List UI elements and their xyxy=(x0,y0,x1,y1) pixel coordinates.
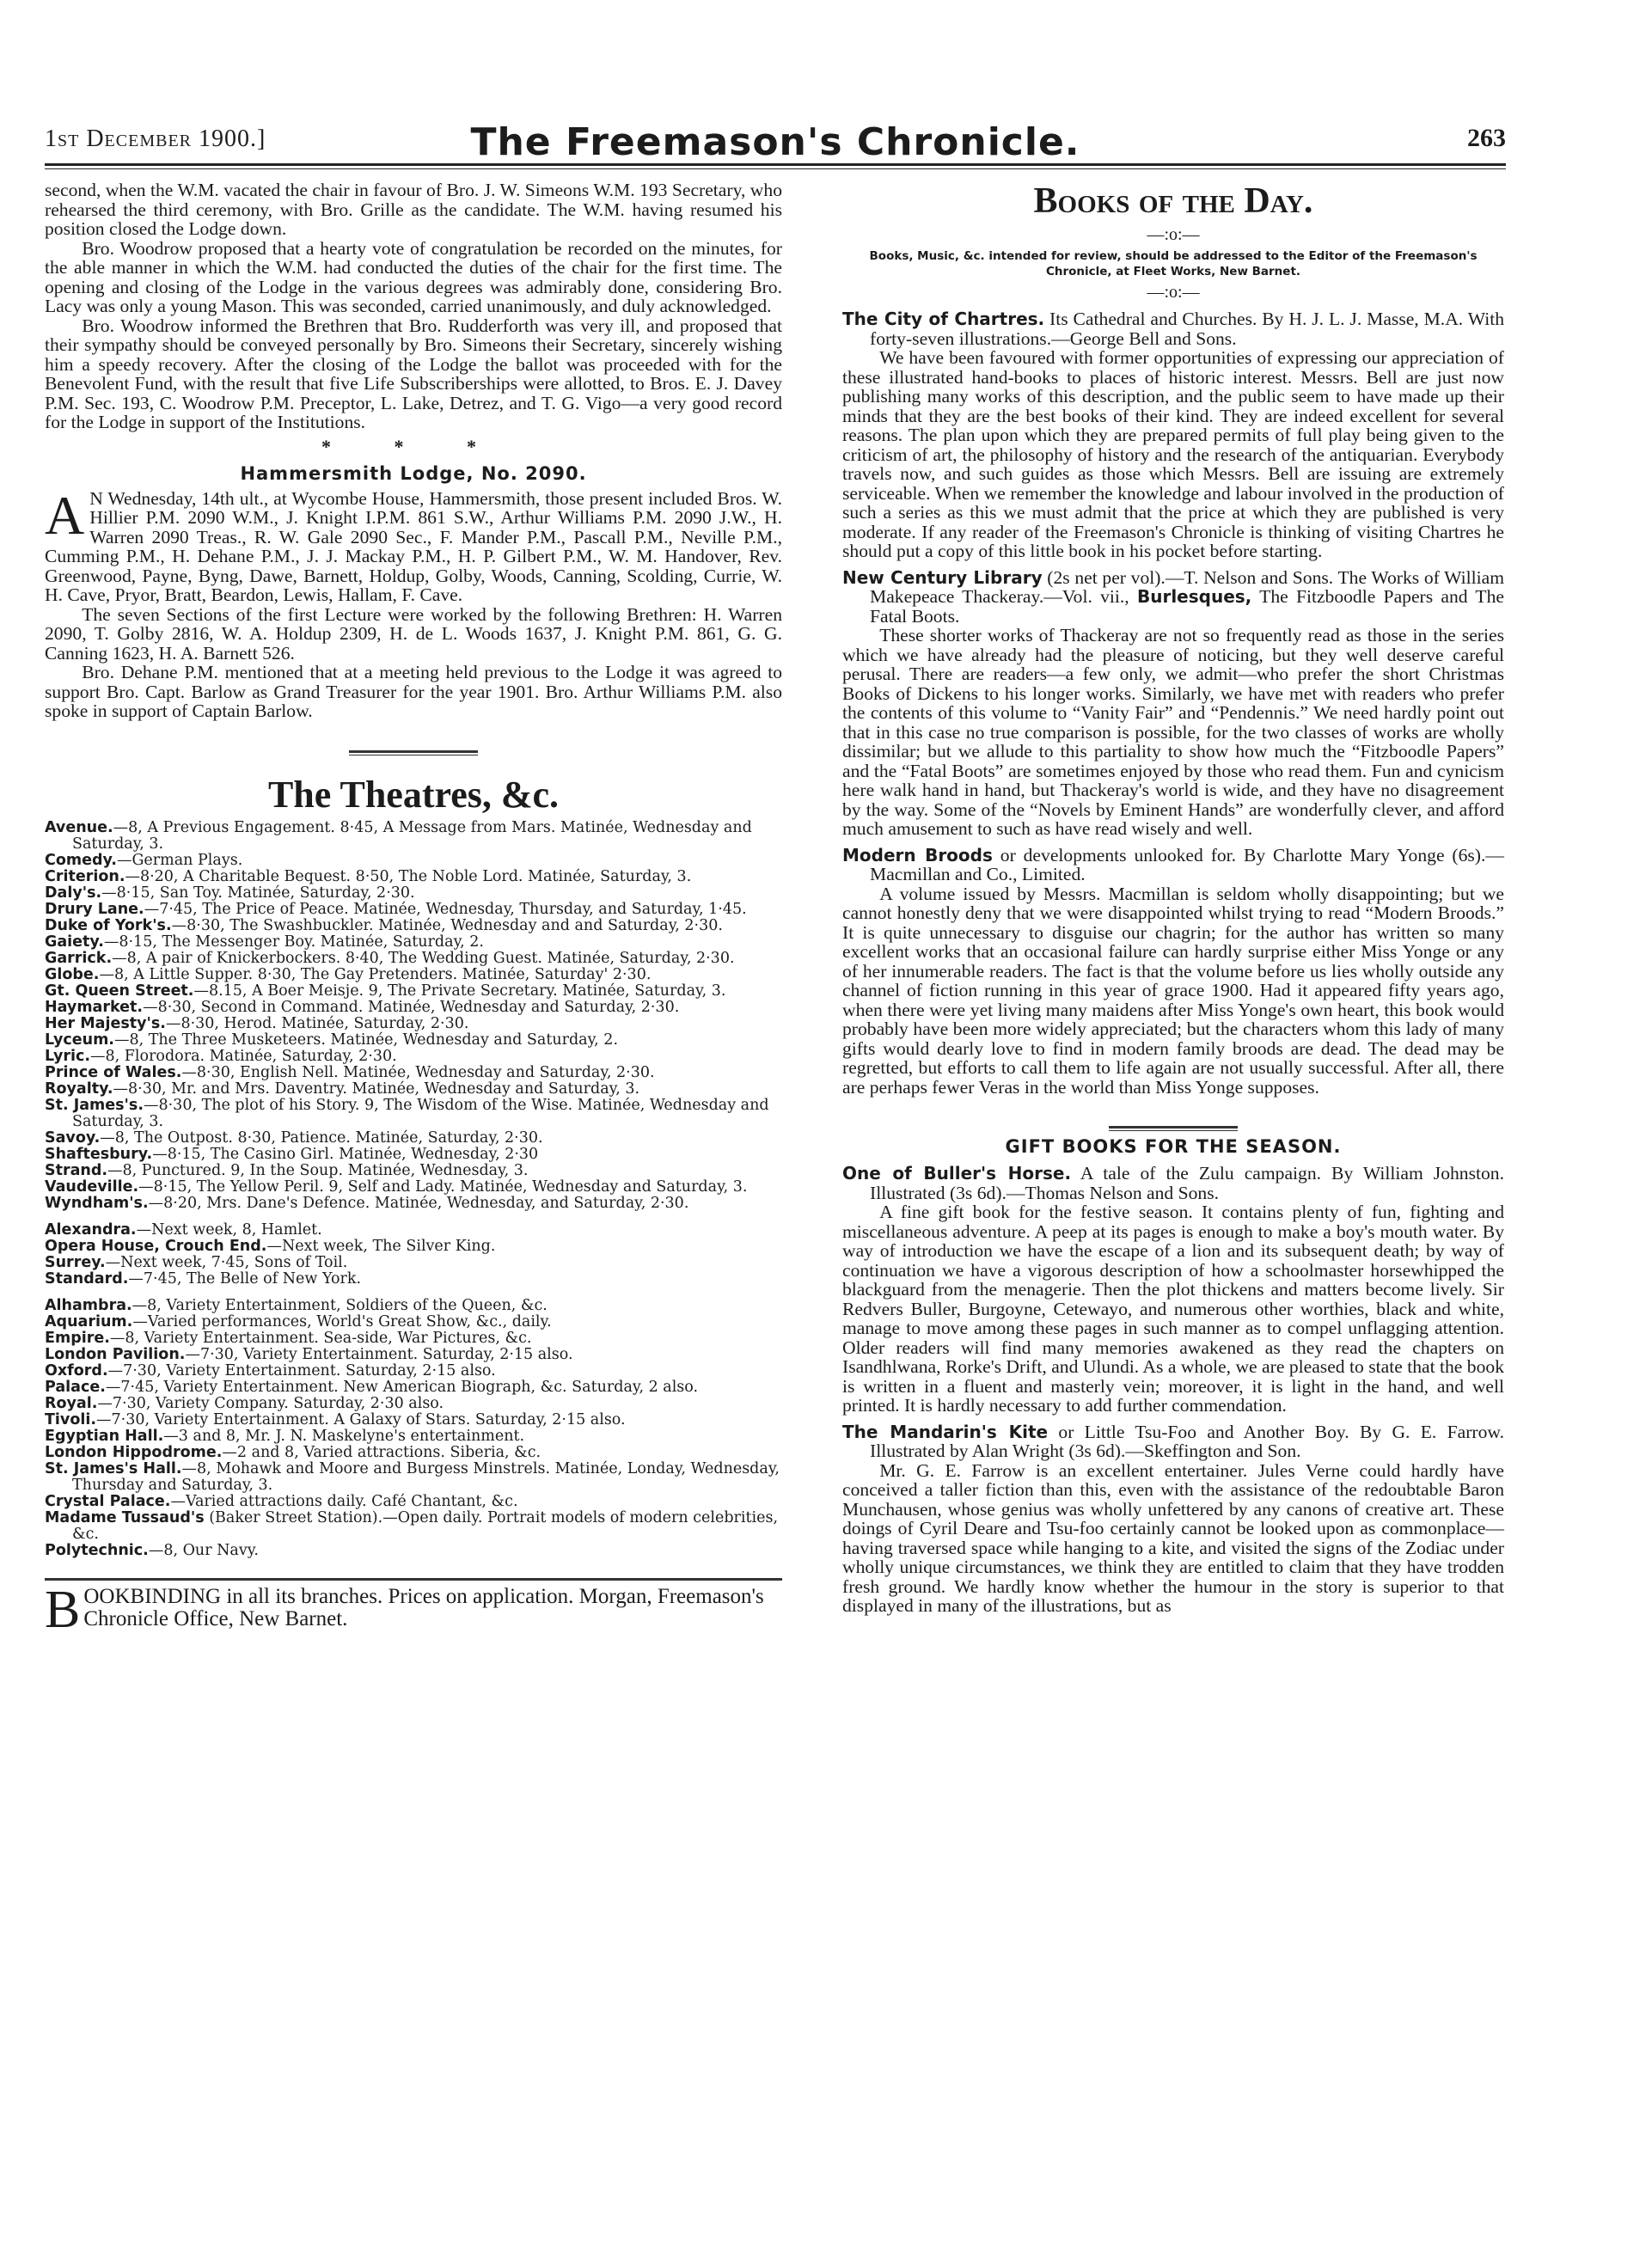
separator-2: —:o:— xyxy=(1147,283,1200,302)
divider-right xyxy=(1109,1126,1238,1129)
theatre-details: —7·30, Variety Entertainment. Saturday, 2·15 also. xyxy=(107,1361,496,1379)
theatre-name: Tivoli. xyxy=(45,1410,97,1428)
theatre-details: —8, Mohawk and Moore and Burgess Minstrels. Matinée, Londay, Wednesday, Thursday and Saturday, 3. xyxy=(72,1459,780,1494)
lodge-report-end: second, when the W.M. vacated the chair in favour of Bro. J. W. Simeons W.M. 193 Secretary, who rehearsed the third ceremony, with Bro. Grille as the candidate. The W.M. having resumed his position closed the Lodge down. xyxy=(45,180,782,239)
theatre-listing xyxy=(45,1330,782,1347)
theatre-listing xyxy=(45,1543,782,1559)
review-thackeray-subtitle: Burlesques, xyxy=(1136,586,1252,607)
theatre-details: —8·15, San Toy. Matinée, Saturday, 2·30. xyxy=(101,884,415,902)
gift-books-heading: GIFT BOOKS FOR THE SEASON. xyxy=(1005,1136,1342,1157)
lodge-report-p3: Bro. Woodrow informed the Brethren that Bro. Rudderforth was very ill, and proposed that their sympathy should be conveyed personally by Bro. Simeons their Secretary, sincerely wishing him a speedy recovery. After the closing of the Lodge the ballot was proceeded with for the Benevolent Fund, with the result that five Life Subscriberships were allotted, to Bros. E. J. Davey P.M. Sec. 193, C. Woodrow P.M. Preceptor, L. Lake, Detrez, and T. G. Vigo—a very good record for the Lodge in support of the Institutions. xyxy=(45,315,782,432)
right-column xyxy=(842,180,1504,1616)
theatre-listing xyxy=(45,1255,782,1271)
theatre-listing xyxy=(45,902,782,918)
theatre-name: Royalty. xyxy=(45,1080,113,1098)
review-note: Books, Music, &c. intended for review, should be addressed to the Editor of the Freemason's Chronicle, at Fleet Works, New Barnet. xyxy=(869,249,1478,278)
theatre-details: —8, A Little Supper. 8·30, The Gay Pretenders. Matinée, Saturday' 2·30. xyxy=(99,965,652,983)
theatre-details: —8·30, English Nell. Matinée, Wednesday and Saturday, 2·30. xyxy=(181,1063,655,1081)
theatre-name: Empire. xyxy=(45,1329,110,1347)
theatre-listing xyxy=(45,1271,782,1288)
theatre-details: —Next week, The Silver King. xyxy=(266,1237,496,1255)
review-kite-title: The Mandarin's Kite xyxy=(842,1421,1049,1442)
theatre-name: Shaftesbury. xyxy=(45,1145,153,1163)
masthead-title: The Freemason's Chronicle. xyxy=(470,120,1080,164)
drop-cap: A xyxy=(45,484,85,546)
theatre-details: —8·30, Herod. Matinée, Saturday, 2·30. xyxy=(165,1014,469,1032)
theatre-listing xyxy=(45,1445,782,1461)
theatre-listing xyxy=(45,1049,782,1065)
review-buller-lead xyxy=(842,1164,1504,1202)
theatre-listing xyxy=(45,1298,782,1314)
books-of-the-day-heading: Books of the Day. xyxy=(1033,181,1313,221)
theatres-list-halls xyxy=(45,1298,782,1559)
review-thackeray-byline-2: The Fitzboodle Papers and The Fatal Boots. xyxy=(870,586,1504,627)
theatre-name: Gt. Queen Street. xyxy=(45,982,194,1000)
theatre-details: —Varied attractions daily. Café Chantant, &c. xyxy=(170,1492,518,1510)
theatre-listing xyxy=(45,934,782,951)
theatre-name: Strand. xyxy=(45,1161,108,1179)
theatre-name: Lyric. xyxy=(45,1047,91,1065)
theatres-heading: The Theatres, &c. xyxy=(267,773,560,816)
theatre-listing xyxy=(45,1196,782,1212)
theatre-listing xyxy=(45,1130,782,1147)
review-thackeray-title: New Century Library xyxy=(842,566,1043,588)
theatre-name: Duke of York's. xyxy=(45,916,172,934)
theatre-details: —8·30, Mr. and Mrs. Daventry. Matinée, Wednesday and Saturday, 3. xyxy=(113,1080,640,1098)
theatre-details: —8·30, The plot of his Story. 9, The Wisdom of the Wise. Matinée, Wednesday and Saturday, 3. xyxy=(72,1096,769,1130)
theatre-details: —8.15, A Boer Meisje. 9, The Private Secretary. Matinée, Saturday, 3. xyxy=(193,982,726,1000)
theatre-details: —8·30, The Swashbuckler. Matinée, Wednesday and and Saturday, 2·30. xyxy=(171,916,723,934)
separator: —:o:— xyxy=(1147,225,1200,244)
theatre-details: —2 and 8, Varied attractions. Siberia, &c. xyxy=(222,1443,541,1461)
header-rule xyxy=(45,163,1506,166)
theatre-listing xyxy=(45,1396,782,1412)
theatre-name: Aquarium. xyxy=(45,1312,133,1330)
theatre-name: Her Majesty's. xyxy=(45,1014,166,1032)
theatre-listing xyxy=(45,918,782,934)
theatre-listing xyxy=(45,820,782,853)
theatre-details: —German Plays. xyxy=(116,851,243,869)
theatre-listing xyxy=(45,983,782,1000)
theatre-name: St. James's. xyxy=(45,1096,144,1114)
theatre-listing xyxy=(45,1347,782,1363)
theatres-list xyxy=(45,820,782,1212)
theatre-name: Gaiety. xyxy=(45,933,104,951)
theatre-listing xyxy=(45,1032,782,1049)
theatre-name: Comedy. xyxy=(45,851,117,869)
theatre-details: —8, Variety Entertainment. Sea-side, War Pictures, &c. xyxy=(109,1329,532,1347)
review-buller-title: One of Buller's Horse. xyxy=(842,1163,1072,1184)
review-broods-title: Modern Broods xyxy=(842,844,993,866)
page-number: 263 xyxy=(1467,124,1506,152)
theatre-name: St. James's Hall. xyxy=(45,1459,182,1477)
hammersmith-p1 xyxy=(45,484,782,605)
theatre-details: —8·15, The Yellow Peril. 9, Self and Lady. Matinée, Wednesday and Saturday, 3. xyxy=(138,1177,748,1196)
review-broods-byline: or developments unlooked for. By Charlotte Mary Yonge (6s).—Macmillan and Co., Limited. xyxy=(870,844,1504,884)
section-stars: * * * xyxy=(321,435,505,457)
theatre-name: Alexandra. xyxy=(45,1220,137,1239)
theatre-details: —8·20, A Charitable Bequest. 8·50, The Noble Lord. Matinée, Saturday, 3. xyxy=(125,867,692,885)
theatre-listing xyxy=(45,967,782,983)
theatre-details: —8, Punctured. 9, In the Soup. Matinée, Wednesday, 3. xyxy=(107,1161,529,1179)
theatre-listing xyxy=(45,1379,782,1396)
review-buller-byline: A tale of the Zulu campaign. By William Johnston. Illustrated (3s 6d).—Thomas Nelson and Sons. xyxy=(870,1163,1504,1203)
review-chartres-title: The City of Chartres. xyxy=(842,309,1045,329)
theatre-details: —7·45, The Price of Peace. Matinée, Wednesday, Thursday, and Saturday, 1·45. xyxy=(144,900,747,918)
advert-text: OOKBINDING in all its branches. Prices on application. Morgan, Freemason's Chronicle Office, New Barnet. xyxy=(83,1584,764,1630)
divider-right-thin xyxy=(1109,1130,1238,1131)
theatre-listing xyxy=(45,1428,782,1445)
review-chartres-body: We have been favoured with former opportunities of expressing our appreciation of these illustrated hand-books to places of historic interest. Messrs. Bell are just now publishing many works of this description, and the public seem to have made up their minds that they are the best books of their kind. They are indeed excellent for several reasons. The plan upon which they are prepared permits of full play being given to the criticism of art, the philosophy of history and the research of the antiquarian. Everybody travels now, and such guides as those which Messrs. Bell are issuing are extremely serviceable. When we remember the knowledge and labour involved in the production of such a series as this we must admit that the price at which they are published is very moderate. If any reader of the Freemason's Chronicle is thinking of visiting Chartres he should put a copy of this little book in his pocket before starting. xyxy=(842,347,1504,561)
theatre-details: —8·15, The Messenger Boy. Matinée, Saturday, 2. xyxy=(103,933,484,951)
theatre-name: Madame Tussaud's xyxy=(45,1508,205,1526)
advert-drop-cap: B xyxy=(45,1580,81,1639)
theatre-details: —8·20, Mrs. Dane's Defence. Matinée, Wednesday, and Saturday, 2·30. xyxy=(148,1194,689,1212)
theatre-details: —8, Variety Entertainment, Soldiers of the Queen, &c. xyxy=(132,1296,548,1314)
theatre-listing xyxy=(45,1461,782,1494)
theatre-name: London Pavilion. xyxy=(45,1345,186,1363)
theatre-listing xyxy=(45,1494,782,1510)
theatre-listing xyxy=(45,1098,782,1130)
theatre-listing xyxy=(45,1000,782,1016)
review-broods-body: A volume issued by Messrs. Macmillan is seldom wholly disappointing; but we cannot honestly deny that we were disappointed whilst trying to read “Modern Broods.” It is quite unnecessary to disguise our chagrin; for the author has written so many excellent works that an occasional failure can hardly surprise either Miss Yonge or any of her innumerable readers. The fact is that the volume before us lies wholly outside any channel of fiction running in this year of grace 1900. Had it appeared fifty years ago, when there were yet living many maidens after Miss Yonge's own heart, this book would probably have been more widely appreciated; but the characters whom this lady of many gifts would dearly love to find in modern family broods are dead. The dead may be regretted, but efforts to call them to life again are not usually successful. After all, there are perhaps fewer Veras in the world than Miss Yonge supposes. xyxy=(842,883,1504,1098)
review-kite-byline: or Little Tsu-Foo and Another Boy. By G. E. Farrow. Illustrated by Alan Wright (3s 6d).—Skeffington and Son. xyxy=(870,1421,1504,1461)
theatre-listing xyxy=(45,1222,782,1239)
theatre-name: London Hippodrome. xyxy=(45,1443,223,1461)
theatre-name: Palace. xyxy=(45,1378,106,1396)
theatre-listing xyxy=(45,1363,782,1379)
theatre-listing xyxy=(45,853,782,869)
theatre-details: —7·45, Variety Entertainment. New American Biograph, &c. Saturday, 2 also. xyxy=(105,1378,699,1396)
theatre-name: Garrick. xyxy=(45,949,113,967)
theatre-listing xyxy=(45,869,782,885)
theatre-name: Standard. xyxy=(45,1269,129,1288)
theatre-listing xyxy=(45,1147,782,1163)
theatre-listing xyxy=(45,1081,782,1098)
header-rule-thin xyxy=(45,168,1506,169)
theatres-list-suburban xyxy=(45,1222,782,1288)
theatre-name: Royal. xyxy=(45,1394,98,1412)
theatre-name: Oxford. xyxy=(45,1361,108,1379)
theatre-name: Criterion. xyxy=(45,867,125,885)
review-kite-lead xyxy=(842,1422,1504,1461)
theatre-listing xyxy=(45,1016,782,1032)
review-kite-body: Mr. G. E. Farrow is an excellent entertainer. Jules Verne could hardly have conceived a taller fiction than this, even with the assistance of the redoubtable Baron Munchausen, whose genius was wholly unfettered by any canons of creative art. These doings of Cyril Deare and Tsu-foo certainly cannot be looked upon as commonplace—having traversed space while hanging to a kite, and visited the signs of the Zodiac under wholly unique circumstances, we think they are entitled to claim that they have trodden fresh ground. We hardly know whether the humour in the story is superior to that displayed in many of the illustrations, but as xyxy=(842,1459,1504,1616)
hammersmith-p2: The seven Sections of the first Lecture were worked by the following Brethren: H. Warren 2090, T. Golby 2816, W. A. Holdup 2309, H. de L. Woods 1637, J. Knight P.M. 861, G. G. Canning 1623, H. A. Barnett 526. xyxy=(45,603,782,664)
theatre-details: —8, Our Navy. xyxy=(148,1541,259,1559)
divider xyxy=(349,750,478,753)
theatre-details: —8·30, Second in Command. Matinée, Wednesday and Saturday, 2·30. xyxy=(143,998,680,1016)
page-header xyxy=(45,120,1506,164)
lodge-report-p2: Bro. Woodrow proposed that a hearty vote of congratulation be recorded on the minutes, for the able manner in which the W.M. had conducted the duties of the chair for the first time. The opening and closing of the Lodge in the various degrees was admirably done, considering Bro. Lacy was only a young Mason. This was seconded, carried unanimously, and duly acknowledged. xyxy=(45,237,782,316)
theatre-details: —3 and 8, Mr. J. N. Maskelyne's entertainment. xyxy=(163,1427,525,1445)
theatre-details: —8, The Three Musketeers. Matinée, Wednesday and Saturday, 2. xyxy=(113,1031,619,1049)
review-chartres-byline: Its Cathedral and Churches. By H. J. L. J. Masse, M.A. With forty-seven illustrations.—George Bell and Sons. xyxy=(870,309,1505,349)
theatre-listing xyxy=(45,1314,782,1330)
theatre-details: —7·30, Variety Entertainment. A Galaxy of Stars. Saturday, 2·15 also. xyxy=(96,1410,626,1428)
theatre-name: Globe. xyxy=(45,965,100,983)
theatre-listing xyxy=(45,1065,782,1081)
theatre-details: —7·45, The Belle of New York. xyxy=(128,1269,362,1288)
review-buller-body: A fine gift book for the festive season. It contains plenty of fun, fighting and miscellaneous adventure. A peep at its pages is enough to make a boy's mouth water. By way of introduction we have the escape of a lion and its subsequent death; by way of continuation we have a vigorous description of how a schoolmaster horsewhipped the blackguard from the menagerie. Then the plot thickens and matters become lively. Sir Redvers Buller, Burgoyne, Cetewayo, and numerous other worthies, black and white, manage to move among these pages in such manner as to compel unflagging attention. Older readers will find many memories awakened as they read the chapters on Isandhlwana, Rorke's Drift, and Ulundi. As a whole, we are pleased to state that the book is written in a fluent and masterly vein; moreover, it is light in the hand, and well printed. It is hardly necessary to add further commendation. xyxy=(842,1202,1504,1416)
review-broods-lead xyxy=(842,846,1504,884)
hammersmith-p1-text: N Wednesday, 14th ult., at Wycombe House, Hammersmith, those present included Bros. W. Hillier P.M. 2090 W.M., J. Knight I.P.M. 861 S.W., Arthur Williams P.M. 2090 J.W., H. Warren 2090 Treas., R. W. Gale 2090 Sec., F. Mander P.M., Pascall P.M., Neville P.M., Cumming P.M., H. Dehane P.M., J. J. Mackay P.M., H. P. Gilbert P.M., W. M. Handover, Rev. Greenwood, Payne, Byng, Dawe, Barnett, Holdup, Golby, Woods, Canning, Scolding, Currie, W. H. Cave, Pryor, Bratt, Beardon, Lewis, Hallam, F. Cave. xyxy=(45,487,782,605)
theatre-name: Haymarket. xyxy=(45,998,144,1016)
theatre-details: —8·15, The Casino Girl. Matinée, Wednesday, 2·30 xyxy=(152,1145,539,1163)
theatre-name: Wyndham's. xyxy=(45,1194,149,1212)
review-thackeray-body: These shorter works of Thackeray are not so frequently read as those in the series which we have already had the pleasure of noticing, but they well deserve careful perusal. There are readers—a few only, we admit—who prefer the short Christmas Books of Dickens to his longer works. Similarly, we have met with readers who prefer the contents of this volume to “Vanity Fair” and “Pendennis.” We need hardly point out that in this case no true comparison is possible, for the two classes of works are wholly dissimilar; but we allude to this partiality to show how much the “Fitzboodle Papers” and the “Fatal Boots” are sometimes enjoyed by those who read them. Fun and cynicism here walk hand in hand, but Thackeray's world is wide, and they have no disagreement by the way. Some of the “Novels by Eminent Hands” are wonderfully clever, and afford much amusement to such as have read wisely and well. xyxy=(842,625,1504,839)
theatre-name: Lyceum. xyxy=(45,1031,114,1049)
review-chartres-lead xyxy=(842,309,1504,348)
review-thackeray-lead xyxy=(842,568,1504,627)
theatre-details: —Next week, 8, Hamlet. xyxy=(136,1220,322,1239)
theatre-name: Alhambra. xyxy=(45,1296,132,1314)
theatre-name: Vaudeville. xyxy=(45,1177,139,1196)
theatre-details: —8, The Outpost. 8·30, Patience. Matinée, Saturday, 2·30. xyxy=(100,1129,543,1147)
hammersmith-p3: Bro. Dehane P.M. mentioned that at a meeting held previous to the Lodge it was agreed to support Bro. Capt. Barlow as Grand Treasurer for the year 1901. Bro. Arthur Williams P.M. also spoke in support of Captain Barlow. xyxy=(45,662,782,721)
theatre-listing xyxy=(45,951,782,967)
theatre-listing xyxy=(45,1510,782,1543)
theatre-listing xyxy=(45,1239,782,1255)
theatre-details: (Baker Street Station).—Open daily. Portrait models of modern celebrities, &c. xyxy=(72,1508,779,1543)
theatre-listing xyxy=(45,1163,782,1179)
theatre-name: Daly's. xyxy=(45,884,102,902)
theatre-name: Opera House, Crouch End. xyxy=(45,1237,267,1255)
theatre-details: —7·30, Variety Entertainment. Saturday, 2·15 also. xyxy=(185,1345,573,1363)
theatre-name: Avenue. xyxy=(45,818,113,836)
theatre-details: —8, A pair of Knickerbockers. 8·40, The Wedding Guest. Matinée, Saturday, 2·30. xyxy=(112,949,735,967)
theatre-name: Savoy. xyxy=(45,1129,101,1147)
theatre-details: —8, A Previous Engagement. 8·45, A Message from Mars. Matinée, Wednesday and Saturday, 3. xyxy=(72,818,752,853)
theatre-name: Prince of Wales. xyxy=(45,1063,182,1081)
review-thackeray-byline: (2s net per vol).—T. Nelson and Sons. The Works of William Makepeace Thackeray.—Vol. vii., xyxy=(870,566,1504,607)
hammersmith-heading: Hammersmith Lodge, No. 2090. xyxy=(240,462,587,484)
theatre-details: —8, Florodora. Matinée, Saturday, 2·30. xyxy=(90,1047,397,1065)
theatre-listing xyxy=(45,885,782,902)
theatre-name: Surrey. xyxy=(45,1253,106,1271)
theatre-details: —Next week, 7·45, Sons of Toil. xyxy=(105,1253,348,1271)
left-column xyxy=(45,180,782,1639)
theatre-name: Polytechnic. xyxy=(45,1541,149,1559)
theatre-name: Drury Lane. xyxy=(45,900,144,918)
theatre-name: Crystal Palace. xyxy=(45,1492,171,1510)
theatre-name: Egyptian Hall. xyxy=(45,1427,164,1445)
issue-date: 1st December 1900.] xyxy=(45,125,266,152)
theatre-listing xyxy=(45,1412,782,1428)
bookbinding-advert xyxy=(45,1578,782,1639)
theatre-details: —7·30, Variety Company. Saturday, 2·30 also. xyxy=(97,1394,444,1412)
theatre-details: —Varied performances, World's Great Show, &c., daily. xyxy=(132,1312,552,1330)
theatre-listing xyxy=(45,1179,782,1196)
